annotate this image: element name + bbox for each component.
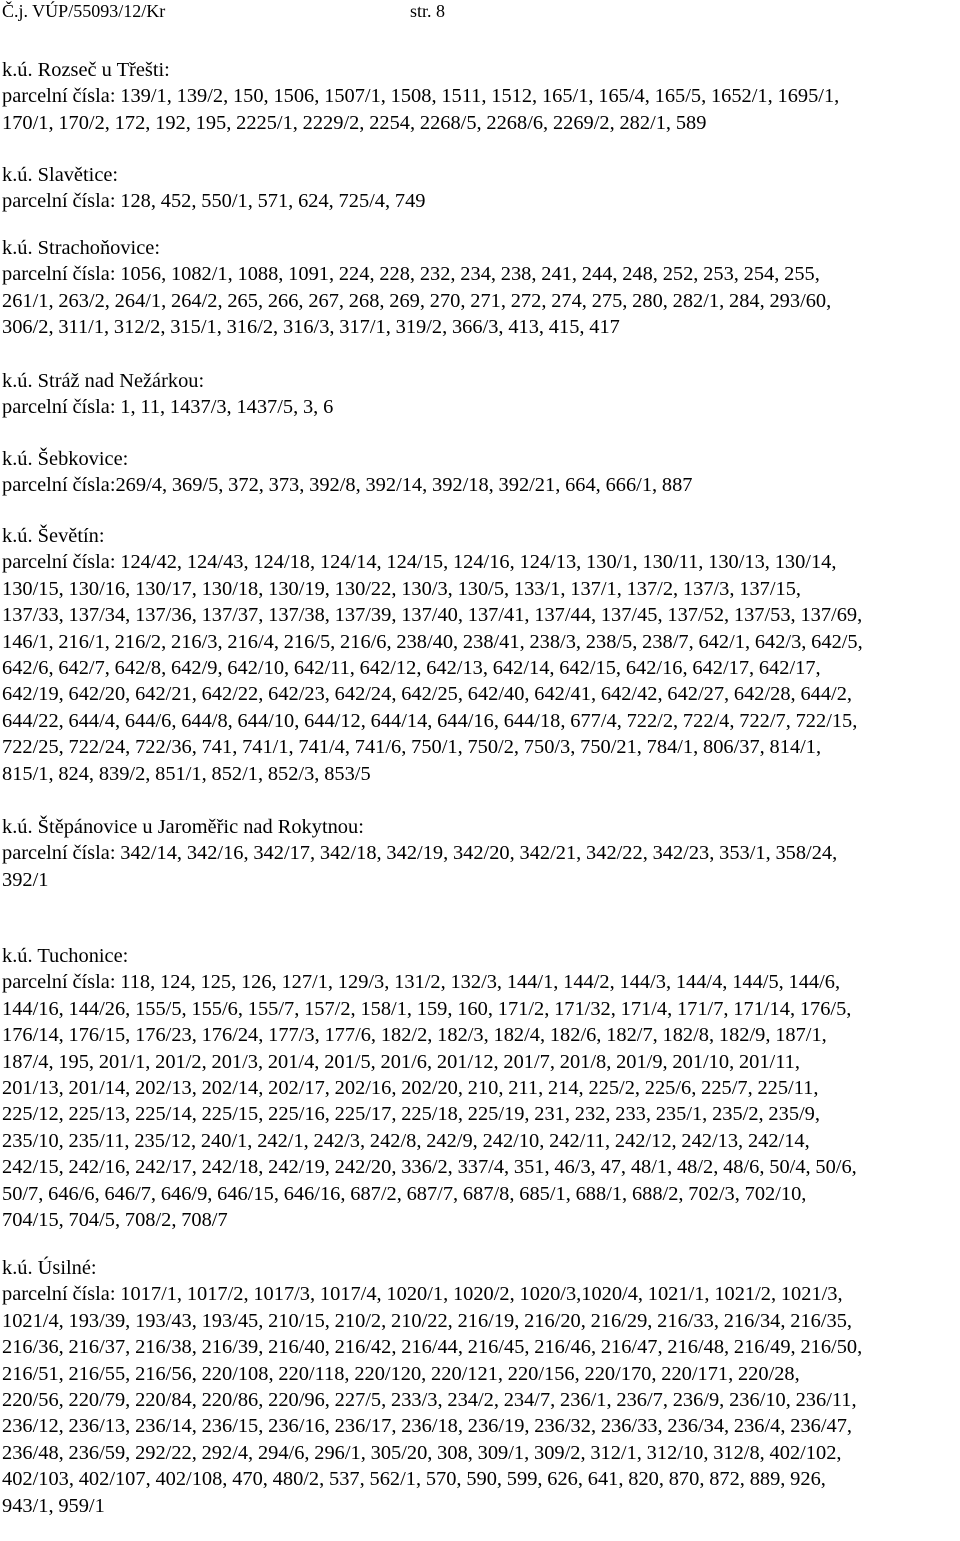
page-number: str. 8 bbox=[410, 1, 446, 21]
cadastral-section-sebkovice bbox=[2, 446, 956, 499]
parcel-line: 236/12, 236/13, 236/14, 236/15, 236/16, 236/17, 236/18, 236/19, 236/32, 236/33, 236/34, 236/4, 236/47, bbox=[2, 1415, 852, 1438]
cadastral-section-slavetice bbox=[2, 162, 956, 215]
parcel-line: 216/51, 216/55, 216/56, 220/108, 220/118, 220/120, 220/121, 220/156, 220/170, 220/171, 220/28, bbox=[2, 1362, 800, 1385]
parcel-line: 644/22, 644/4, 644/6, 644/8, 644/10, 644/12, 644/14, 644/16, 644/18, 677/4, 722/2, 722/4, 722/7, 722/15, bbox=[2, 709, 858, 732]
parcel-line: 146/1, 216/1, 216/2, 216/3, 216/4, 216/5, 216/6, 238/40, 238/41, 238/3, 238/5, 238/7, 642/1, 642/3, 642/5, bbox=[2, 630, 863, 653]
parcel-line: 815/1, 824, 839/2, 851/1, 852/1, 852/3, 853/5 bbox=[2, 762, 371, 785]
parcel-line: 943/1, 959/1 bbox=[2, 1494, 105, 1517]
cadastral-section-strachonovice bbox=[2, 235, 956, 341]
parcel-line: 187/4, 195, 201/1, 201/2, 201/3, 201/4, 201/5, 201/6, 201/12, 201/7, 201/8, 201/9, 201/10, 201/11, bbox=[2, 1050, 800, 1073]
parcel-list bbox=[2, 394, 956, 420]
parcel-list bbox=[2, 1281, 956, 1519]
parcel-line: 1021/4, 193/39, 193/43, 193/45, 210/15, 210/2, 210/22, 216/19, 216/20, 216/29, 216/33, 216/34, 216/35, bbox=[2, 1309, 852, 1332]
parcel-line: parcelní čísla: 128, 452, 550/1, 571, 624, 725/4, 749 bbox=[2, 190, 426, 213]
parcel-line: 642/19, 642/20, 642/21, 642/22, 642/23, 642/24, 642/25, 642/40, 642/41, 642/42, 642/27, 642/28, 644/2, bbox=[2, 683, 852, 706]
cadastral-section-straz bbox=[2, 368, 956, 421]
parcel-line: parcelní čísla: 1, 11, 1437/3, 1437/5, 3, 6 bbox=[2, 396, 334, 419]
parcel-line: parcelní čísla: 1056, 1082/1, 1088, 1091, 224, 228, 232, 234, 238, 241, 244, 248, 252, 253, 254, 255, bbox=[2, 263, 820, 286]
parcel-line: 402/103, 402/107, 402/108, 470, 480/2, 537, 562/1, 570, 590, 599, 626, 641, 820, 870, 872, 889, 926, bbox=[2, 1468, 826, 1491]
section-title: k.ú. Slavětice: bbox=[2, 164, 119, 186]
parcel-line: parcelní čísla: 342/14, 342/16, 342/17, 342/18, 342/19, 342/20, 342/21, 342/22, 342/23, 353/1, 358/24, bbox=[2, 842, 838, 865]
section-title: k.ú. Stráž nad Nežárkou: bbox=[2, 370, 205, 392]
cadastral-section-usilne bbox=[2, 1255, 956, 1519]
parcel-line: 704/15, 704/5, 708/2, 708/7 bbox=[2, 1209, 228, 1232]
parcel-line: 642/6, 642/7, 642/8, 642/9, 642/10, 642/11, 642/12, 642/13, 642/14, 642/15, 642/16, 642/17, 642/17, bbox=[2, 657, 821, 680]
parcel-list bbox=[2, 472, 956, 498]
cadastral-section-rozsec bbox=[2, 57, 956, 136]
section-title: k.ú. Rozseč u Třešti: bbox=[2, 59, 170, 81]
document-reference: Č.j. VÚP/55093/12/Kr bbox=[2, 1, 166, 21]
parcel-line: parcelní čísla: 124/42, 124/43, 124/18, 124/14, 124/15, 124/16, 124/13, 130/1, 130/11, 130/13, 130/14, bbox=[2, 551, 837, 574]
cadastral-section-stepanovice bbox=[2, 814, 956, 893]
section-title: k.ú. Šebkovice: bbox=[2, 448, 129, 470]
section-title: k.ú. Úsilné: bbox=[2, 1257, 97, 1279]
section-title: k.ú. Štěpánovice u Jaroměřic nad Rokytnou: bbox=[2, 816, 364, 838]
parcel-line: 392/1 bbox=[2, 868, 49, 891]
parcel-line: 306/2, 311/1, 312/2, 315/1, 316/2, 316/3, 317/1, 319/2, 366/3, 413, 415, 417 bbox=[2, 316, 620, 339]
cadastral-section-sevetin bbox=[2, 523, 956, 787]
parcel-list bbox=[2, 549, 956, 787]
parcel-line: 235/10, 235/11, 235/12, 240/1, 242/1, 242/3, 242/8, 242/9, 242/10, 242/11, 242/12, 242/13, 242/14, bbox=[2, 1129, 810, 1152]
parcel-list bbox=[2, 840, 956, 893]
parcel-line: parcelní čísla: 118, 124, 125, 126, 127/1, 129/3, 131/2, 132/3, 144/1, 144/2, 144/3, 144/4, 144/5, 144/6, bbox=[2, 971, 841, 994]
parcel-line: 722/25, 722/24, 722/36, 741, 741/1, 741/4, 741/6, 750/1, 750/2, 750/3, 750/21, 784/1, 806/37, 814/1, bbox=[2, 736, 822, 759]
parcel-line: 144/16, 144/26, 155/5, 155/6, 155/7, 157/2, 158/1, 159, 160, 171/2, 171/32, 171/4, 171/7, 171/14, 176/5, bbox=[2, 997, 852, 1020]
parcel-line: 170/1, 170/2, 172, 192, 195, 2225/1, 2229/2, 2254, 2268/5, 2268/6, 2269/2, 282/1, 589 bbox=[2, 111, 707, 134]
parcel-line: parcelní čísla:269/4, 369/5, 372, 373, 392/8, 392/14, 392/18, 392/21, 664, 666/1, 887 bbox=[2, 474, 693, 497]
section-title: k.ú. Tuchonice: bbox=[2, 945, 129, 967]
parcel-line: 137/33, 137/34, 137/36, 137/37, 137/38, 137/39, 137/40, 137/41, 137/44, 137/45, 137/52, 137/53, 137/69, bbox=[2, 604, 863, 627]
parcel-line: 242/15, 242/16, 242/17, 242/18, 242/19, 242/20, 336/2, 337/4, 351, 46/3, 47, 48/1, 48/2, 48/6, 50/4, 50/6, bbox=[2, 1156, 857, 1179]
section-title: k.ú. Strachoňovice: bbox=[2, 237, 160, 259]
parcel-line: 261/1, 263/2, 264/1, 264/2, 265, 266, 267, 268, 269, 270, 271, 272, 274, 275, 280, 282/1, 284, 293/60, bbox=[2, 289, 832, 312]
parcel-list bbox=[2, 83, 956, 136]
cadastral-section-tuchonice bbox=[2, 943, 956, 1233]
parcel-line: parcelní čísla: 1017/1, 1017/2, 1017/3, 1017/4, 1020/1, 1020/2, 1020/3,1020/4, 1021/1, 1021/2, 1021/3, bbox=[2, 1283, 843, 1306]
parcel-list bbox=[2, 969, 956, 1233]
parcel-line: parcelní čísla: 139/1, 139/2, 150, 1506, 1507/1, 1508, 1511, 1512, 165/1, 165/4, 165/5, 1652/1, 1695/1, bbox=[2, 85, 840, 108]
parcel-line: 176/14, 176/15, 176/23, 176/24, 177/3, 177/6, 182/2, 182/3, 182/4, 182/6, 182/7, 182/8, 182/9, 187/1, bbox=[2, 1024, 827, 1047]
parcel-line: 216/36, 216/37, 216/38, 216/39, 216/40, 216/42, 216/44, 216/45, 216/46, 216/47, 216/48, 216/49, 216/50, bbox=[2, 1336, 863, 1359]
parcel-line: 220/56, 220/79, 220/84, 220/86, 220/96, 227/5, 233/3, 234/2, 234/7, 236/1, 236/7, 236/9, 236/10, 236/11, bbox=[2, 1389, 857, 1412]
parcel-line: 50/7, 646/6, 646/7, 646/9, 646/15, 646/16, 687/2, 687/7, 687/8, 685/1, 688/1, 688/2, 702/3, 702/10, bbox=[2, 1182, 807, 1205]
parcel-line: 236/48, 236/59, 292/22, 292/4, 294/6, 296/1, 305/20, 308, 309/1, 309/2, 312/1, 312/10, 312/8, 402/102, bbox=[2, 1441, 842, 1464]
section-title: k.ú. Ševětín: bbox=[2, 525, 105, 547]
parcel-line: 201/13, 201/14, 202/13, 202/14, 202/17, 202/16, 202/20, 210, 211, 214, 225/2, 225/6, 225/7, 225/11, bbox=[2, 1077, 819, 1100]
parcel-list bbox=[2, 188, 956, 214]
parcel-line: 225/12, 225/13, 225/14, 225/15, 225/16, 225/17, 225/18, 225/19, 231, 232, 233, 235/1, 235/2, 235/9, bbox=[2, 1103, 820, 1126]
parcel-list bbox=[2, 261, 956, 340]
parcel-line: 130/15, 130/16, 130/17, 130/18, 130/19, 130/22, 130/3, 130/5, 133/1, 137/1, 137/2, 137/3, 137/15, bbox=[2, 577, 802, 600]
